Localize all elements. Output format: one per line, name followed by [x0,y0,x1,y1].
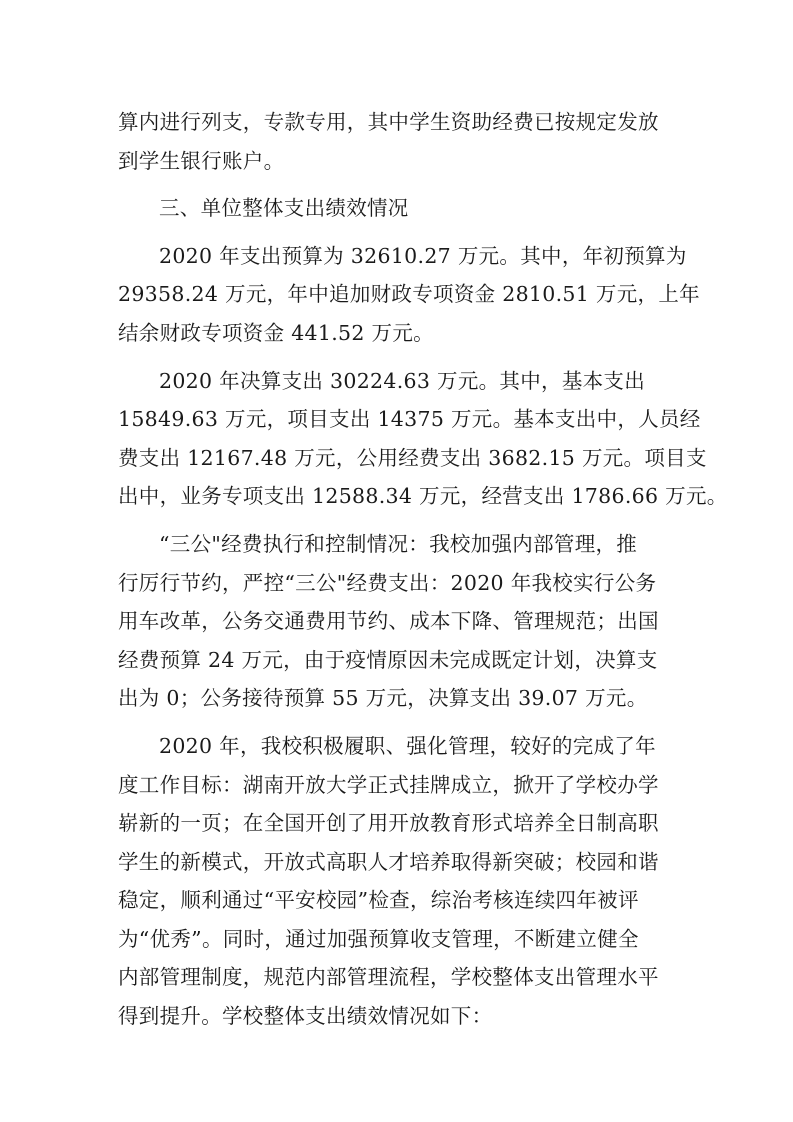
text-line: 为“优秀”。同时，通过加强预算收支管理，不断建立健全 [118,926,639,951]
paragraph-budget [118,237,700,353]
paragraph-three-public-expenses [118,525,678,718]
section-heading [118,189,678,228]
paragraph-funding-continued [118,103,678,180]
text-line: 结余财政专项资金 441.52 万元。 [118,320,434,345]
text-line: 29358.24 万元，年中追加财政专项资金 2810.51 万元，上年 [118,282,700,307]
text-line: 出为 0；公务接待预算 55 万元，决算支出 39.07 万元。 [118,686,648,711]
text-line: 用车改革，公务交通费用节约、成本下降、管理规范；出国 [118,609,659,634]
text-line: 2020 年支出预算为 32610.27 万元。其中，年初预算为 [159,243,687,268]
text-line: 费支出 12167.48 万元，公用经费支出 3682.15 万元。项目支 [118,445,707,470]
text-line: 出中，业务专项支出 12588.34 万元，经营支出 1786.66 万元。 [118,484,728,509]
paragraph-final-accounts [118,362,728,516]
text-line: “三公"经费执行和控制情况：我校加强内部管理，推 [159,531,638,556]
paragraph-annual-performance [118,727,678,1036]
text-line: 2020 年决算支出 30224.63 万元。其中，基本支出 [159,368,646,393]
text-line: 崭新的一页；在全国开创了用开放教育形式培养全日制高职 [118,811,659,836]
text-line: 稳定，顺利通过“平安校园”检查，综治考核连续四年被评 [118,888,639,913]
text-line: 15849.63 万元，项目支出 14375 万元。基本支出中，人员经 [118,407,701,432]
document-page [118,103,728,1036]
text-line: 到学生银行账户。 [118,148,285,173]
text-line: 经费预算 24 万元，由于疫情原因未完成既定计划，决算支 [118,647,658,672]
section-heading-text: 三、单位整体支出绩效情况 [159,196,409,221]
text-line: 行厉行节约，严控“三公"经费支出：2020 年我校实行公务 [118,570,657,595]
text-line: 度工作目标：湖南开放大学正式挂牌成立，掀开了学校办学 [118,772,659,797]
text-line: 算内进行列支，专款专用，其中学生资助经费已按规定发放 [118,110,659,134]
text-line: 内部管理制度，规范内部管理流程，学校整体支出管理水平 [118,965,659,990]
text-line: 学生的新模式，开放式高职人才培养取得新突破；校园和谐 [118,849,659,874]
text-line: 得到提升。学校整体支出绩效情况如下： [118,1004,493,1029]
text-line: 2020 年，我校积极履职、强化管理，较好的完成了年 [159,733,656,758]
